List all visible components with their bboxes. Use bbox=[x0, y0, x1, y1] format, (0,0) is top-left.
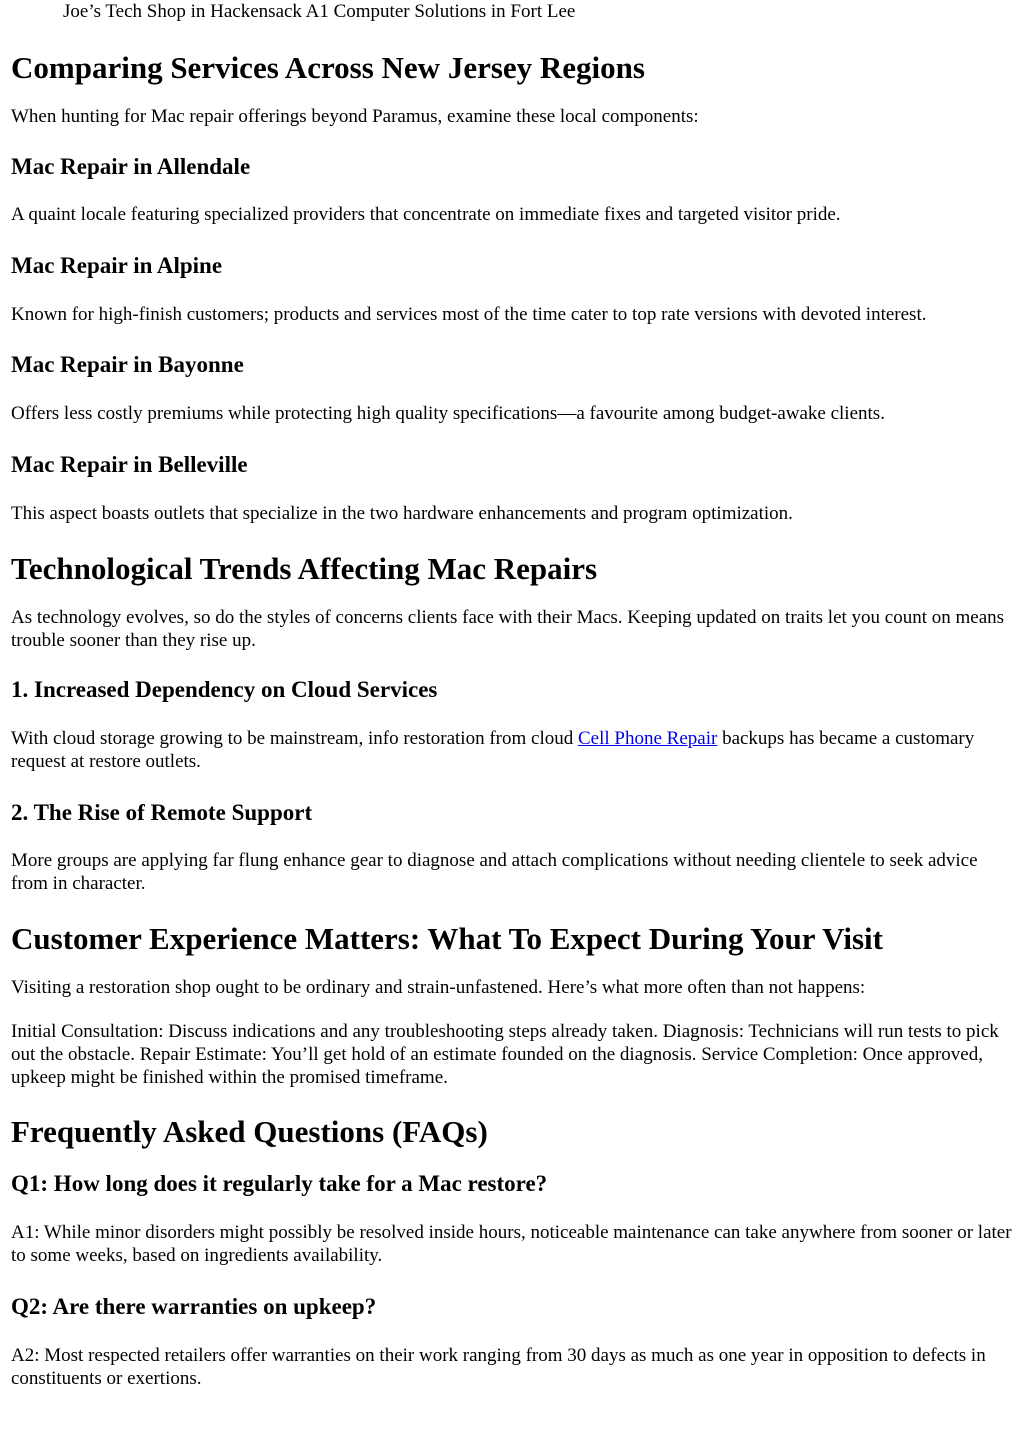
subheading-alpine: Mac Repair in Alpine bbox=[11, 253, 223, 278]
header-text: Joe’s Tech Shop in Hackensack A1 Computer Solutions in Fort Lee bbox=[63, 1, 576, 22]
faq-question-1: Q1: How long does it regularly take for a Mac restore? bbox=[11, 1171, 548, 1196]
paragraph-belleville: This aspect boasts outlets that specialize in the two hardware enhancements and program optimization. bbox=[11, 503, 793, 524]
section-heading-faqs: Frequently Asked Questions (FAQs) bbox=[11, 1114, 488, 1149]
document-page bbox=[0, 1, 1024, 1390]
faq-answer-2: A2: Most respected retailers offer warranties on their work ranging from 30 days as much as one year in opposition to defects in constituents or exertions. bbox=[11, 1345, 986, 1389]
cloud-text-before: With cloud storage growing to be mainstream, info restoration from cloud bbox=[11, 728, 578, 749]
subheading-cloud-services: 1. Increased Dependency on Cloud Services bbox=[11, 677, 438, 702]
paragraph-bayonne: Offers less costly premiums while protecting high quality specifications—a favourite among budget-awake clients. bbox=[11, 403, 885, 424]
cloud-text-after: backups has became a customary request at restore outlets. bbox=[11, 728, 975, 772]
section-heading-comparing-services: Comparing Services Across New Jersey Regions bbox=[11, 50, 645, 85]
faq-answer-1: A1: While minor disorders might possibly be resolved inside hours, noticeable maintenance can take anywhere from sooner or later to some weeks, based on ingredients availability. bbox=[11, 1222, 1012, 1266]
tech-trends-intro: As technology evolves, so do the styles of concerns clients face with their Macs. Keeping updated on traits let you count on means trouble sooner than they rise up. bbox=[11, 607, 1005, 651]
subheading-remote-support: 2. The Rise of Remote Support bbox=[11, 800, 313, 825]
section-heading-customer-experience: Customer Experience Matters: What To Expect During Your Visit bbox=[11, 921, 883, 956]
customer-experience-intro: Visiting a restoration shop ought to be ordinary and strain-unfastened. Here’s what more often than not happens: bbox=[11, 977, 866, 998]
comparing-intro: When hunting for Mac repair offerings beyond Paramus, examine these local components: bbox=[11, 106, 699, 127]
subheading-belleville: Mac Repair in Belleville bbox=[11, 452, 248, 477]
faq-question-2: Q2: Are there warranties on upkeep? bbox=[11, 1294, 377, 1319]
section-heading-tech-trends: Technological Trends Affecting Mac Repairs bbox=[11, 551, 598, 586]
paragraph-alpine: Known for high-finish customers; products and services most of the time cater to top rate versions with devoted interest. bbox=[11, 304, 927, 325]
cell-phone-repair-link[interactable]: Cell Phone Repair bbox=[578, 728, 718, 749]
subheading-bayonne: Mac Repair in Bayonne bbox=[11, 352, 244, 377]
visit-steps-paragraph: Initial Consultation: Discuss indications and any troubleshooting steps already taken. Diagnosis: Technicians will run tests to pick out the obstacle. Repair Estimate: You’ll get hold of an estimate founded on the diagnosis. Service Completion: Once approved, upkeep might be finished within the promised timeframe. bbox=[11, 1021, 999, 1088]
paragraph-allendale: A quaint locale featuring specialized providers that concentrate on immediate fixes and targeted visitor pride. bbox=[11, 204, 841, 225]
paragraph-remote-support: More groups are applying far flung enhance gear to diagnose and attach complications without needing clientele to seek advice from in character. bbox=[11, 850, 978, 894]
paragraph-cloud-services bbox=[11, 727, 1013, 773]
subheading-allendale: Mac Repair in Allendale bbox=[11, 154, 251, 179]
